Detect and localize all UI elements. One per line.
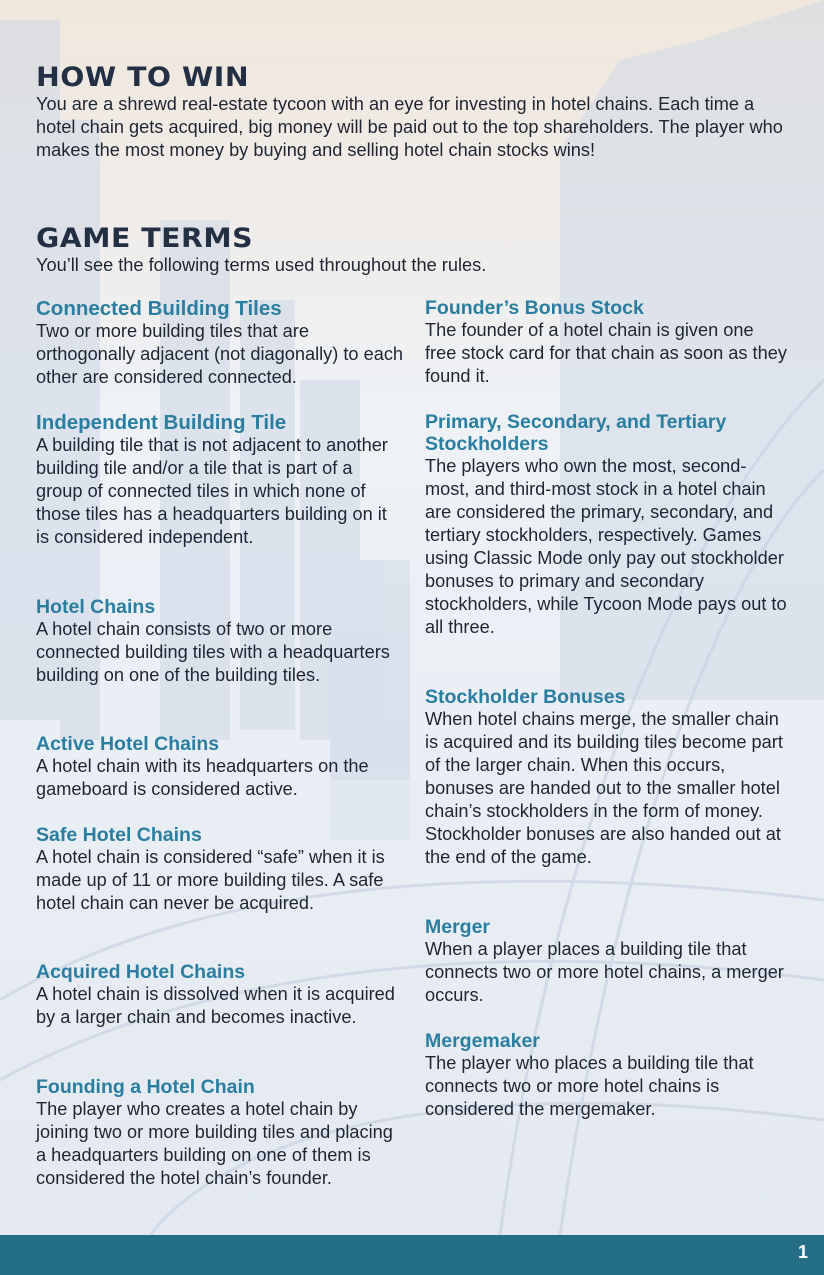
term-connected-building-tiles [36, 297, 404, 389]
term-text: A hotel chain with its headquarters on the gameboard is considered active. [36, 756, 369, 799]
game-terms-intro: You’ll see the following terms used throughout the rules. [36, 255, 487, 275]
term-text: The players who own the most, second-most, and third-most stock in a hotel chain are considered the primary, secondary, and tertiary stockholders, respectively. Games using Classic Mode only pay out stockholder bonuses to primary and secondary stockholders, while Tycoon Mode pays out to all three. [425, 456, 787, 637]
term-text: When a player places a building tile that connects two or more hotel chains, a merger occurs. [425, 939, 784, 1005]
term-title: Acquired Hotel Chains [36, 961, 246, 983]
term-text: Two or more building tiles that are orthogonally adjacent (not diagonally) to each other are considered connected. [36, 321, 404, 387]
term-active-hotel-chains [36, 733, 404, 801]
page-number: 1 [797, 1242, 808, 1262]
term-mergemaker [425, 1030, 787, 1121]
term-title: Connected Building Tiles [36, 297, 282, 320]
term-text: The founder of a hotel chain is given one free stock card for that chain as soon as they found it. [425, 320, 787, 386]
term-title: Merger [425, 916, 491, 938]
term-title: Mergemaker [425, 1030, 540, 1052]
term-text: A hotel chain is considered “safe” when it is made up of 11 or more building tiles. A safe hotel chain can never be acquired. [36, 847, 385, 913]
term-text: A hotel chain consists of two or more connected building tiles with a headquarters building on one of the building tiles. [36, 619, 390, 685]
term-stockholder-bonuses [425, 686, 787, 869]
term-acquired-hotel-chains [36, 961, 404, 1029]
term-title: Independent Building Tile [36, 411, 287, 434]
footer-bar [0, 1235, 824, 1275]
term-text: The player who creates a hotel chain by joining two or more building tiles and placing a headquarters building on one of them is considered the hotel chain’s founder. [36, 1099, 393, 1188]
term-title: Stockholder Bonuses [425, 686, 626, 708]
term-stockholders [425, 411, 787, 639]
term-title: Founder’s Bonus Stock [425, 297, 644, 319]
term-independent-building-tile [36, 411, 404, 549]
term-title: Hotel Chains [36, 596, 156, 618]
term-text: The player who places a building tile that connects two or more hotel chains is considered the mergemaker. [425, 1053, 754, 1119]
how-to-win-body: You are a shrewd real-estate tycoon with an eye for investing in hotel chains. Each time a hotel chain gets acquired, big money will be paid out to the top shareholders. The player who makes the most money by buying and selling hotel chain stocks wins! [36, 94, 783, 160]
term-title: Active Hotel Chains [36, 733, 220, 755]
term-title: Founding a Hotel Chain [36, 1076, 255, 1098]
term-text: A hotel chain is dissolved when it is acquired by a larger chain and becomes inactive. [36, 984, 395, 1027]
term-title: Safe Hotel Chains [36, 824, 202, 846]
term-merger [425, 916, 787, 1007]
term-title: Primary, Secondary, and Tertiary Stockholders [425, 411, 727, 455]
term-text: A building tile that is not adjacent to another building tile and/or a tile that is part of a group of connected tiles in which none of those tiles has a headquarters building on it is considered independent. [36, 435, 388, 547]
how-to-win-heading: HOW TO WIN [36, 62, 250, 93]
term-text: When hotel chains merge, the smaller chain is acquired and its building tiles become part of the larger chain. When this occurs, bonuses are handed out to the smaller hotel chain’s stockholders in the form of money. Stockholder bonuses are also handed out at the end of the game. [425, 709, 783, 867]
term-safe-hotel-chains [36, 824, 404, 915]
term-founders-bonus-stock [425, 297, 787, 388]
term-hotel-chains [36, 596, 404, 687]
term-founding-a-hotel-chain [36, 1076, 404, 1190]
game-terms-heading: GAME TERMS [36, 223, 254, 254]
